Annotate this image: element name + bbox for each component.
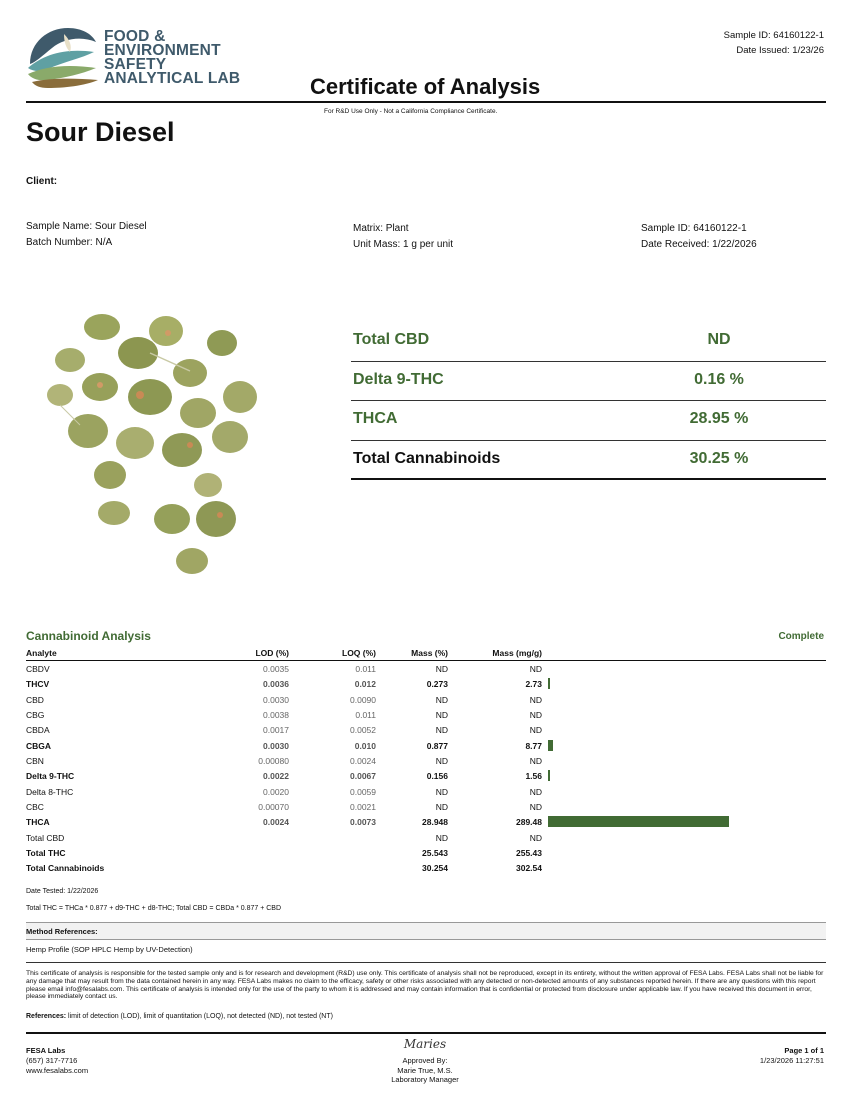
loq-cell: 0.0073 <box>350 817 376 828</box>
lab-logo-text <box>104 30 240 86</box>
method-heading: Method References: <box>26 922 826 940</box>
table-row <box>26 692 826 707</box>
header-sample-id: Sample ID: 64160122-1 <box>723 30 824 41</box>
approved-by-label: Approved By: <box>402 1056 448 1065</box>
lod-cell: 0.0024 <box>263 817 289 828</box>
references-text: limit of detection (LOD), limit of quantitation (LOQ), not detected (ND), not tested (NT) <box>66 1013 333 1020</box>
table-header <box>26 647 826 661</box>
column-header-lod: LOD (%) <box>255 648 289 658</box>
loq-cell: 0.011 <box>355 664 376 674</box>
mass-mg-cell: 289.48 <box>516 817 542 828</box>
mass-mg-cell: ND <box>529 664 542 674</box>
table-row <box>26 814 826 829</box>
lod-cell: 0.0038 <box>263 710 289 721</box>
mass-pct-cell: ND <box>435 756 448 767</box>
lod-cell: 0.0030 <box>263 740 289 751</box>
logo-line: FOOD & <box>104 28 166 45</box>
mass-pct-cell: ND <box>435 694 448 705</box>
footer-lab-contact <box>26 1046 88 1076</box>
logo-line: ENVIRONMENT <box>104 42 221 59</box>
column-header-mass-mg: Mass (mg/g) <box>492 648 542 658</box>
mass-mg-cell: ND <box>529 802 542 813</box>
page-title: Certificate of Analysis <box>310 74 541 99</box>
mass-bar <box>548 678 550 689</box>
info-column-ids <box>641 221 757 253</box>
analyte-cell: THCV <box>26 679 50 690</box>
analyte-cell: CBDA <box>26 725 50 736</box>
analyte-cell: CBD <box>26 694 44 705</box>
table-row <box>26 738 826 753</box>
loq-cell: 0.010 <box>354 740 376 751</box>
page-number: Page 1 of 1 <box>784 1046 824 1055</box>
mass-mg-cell: ND <box>529 710 542 721</box>
table-row <box>26 784 826 799</box>
footer-page-info <box>760 1046 824 1066</box>
cannabinoid-table <box>26 647 826 876</box>
loq-cell: 0.012 <box>354 679 376 690</box>
date-received: Date Received: 1/22/2026 <box>641 239 757 250</box>
loq-cell: 0.0090 <box>350 694 376 705</box>
loq-cell: 0.0024 <box>350 756 376 767</box>
loq-cell: 0.0052 <box>350 725 376 736</box>
header-date-issued: Date Issued: 1/23/26 <box>736 45 824 56</box>
summary-row-delta9-thc <box>351 362 826 402</box>
mass-pct-cell: ND <box>435 664 448 674</box>
approver-role: Laboratory Manager <box>391 1075 459 1084</box>
mass-mg-cell: ND <box>529 786 542 797</box>
loq-cell: 0.011 <box>355 710 376 721</box>
mass-pct-cell: 28.948 <box>422 817 448 828</box>
lod-cell: 0.0036 <box>263 679 289 690</box>
references-label: References: <box>26 1013 67 1020</box>
loq-cell: 0.0059 <box>350 786 376 797</box>
mass-bar <box>548 816 729 827</box>
analyte-cell: Total THC <box>26 848 66 859</box>
loq-cell: 0.0021 <box>350 802 376 813</box>
analyte-cell: Delta 8-THC <box>26 786 74 797</box>
product-name: Sour Diesel <box>26 117 175 147</box>
footer-phone: (657) 317-7716 <box>26 1056 78 1065</box>
mass-pct-cell: ND <box>435 832 448 843</box>
table-row <box>26 860 826 875</box>
summary-label: THCA <box>353 410 398 427</box>
mass-mg-cell: ND <box>529 694 542 705</box>
summary-value: 28.95 % <box>689 410 749 427</box>
mass-pct-cell: 0.273 <box>426 679 448 690</box>
table-row <box>26 661 826 676</box>
lod-cell: 0.00080 <box>258 756 289 767</box>
method-body: Hemp Profile (SOP HPLC Hemp by UV-Detection) <box>26 945 193 954</box>
info-column-matrix <box>353 221 453 253</box>
table-row <box>26 768 826 783</box>
table-row <box>26 799 826 814</box>
lab-logo <box>24 24 241 96</box>
mass-pct-cell: 25.543 <box>422 848 448 859</box>
footer-lab-name: FESA Labs <box>26 1046 66 1055</box>
column-header-analyte: Analyte <box>26 648 57 658</box>
table-row <box>26 676 826 691</box>
matrix: Matrix: Plant <box>353 223 409 234</box>
mass-mg-cell: 1.56 <box>525 771 542 782</box>
analyte-cell: Total Cannabinoids <box>26 863 105 874</box>
mass-mg-cell: 2.73 <box>525 679 542 690</box>
mass-pct-cell: 30.254 <box>422 863 448 874</box>
mass-pct-cell: ND <box>435 725 448 736</box>
table-row <box>26 722 826 737</box>
analyte-cell: Delta 9-THC <box>26 771 75 782</box>
header-meta <box>724 28 824 58</box>
mass-mg-cell: ND <box>529 756 542 767</box>
loq-cell: 0.0067 <box>350 771 376 782</box>
table-row <box>26 830 826 845</box>
lod-cell: 0.0030 <box>263 694 289 705</box>
potency-summary <box>351 322 826 480</box>
footer-approval <box>325 1037 525 1085</box>
lab-logo-mark <box>24 24 100 90</box>
summary-row-thca <box>351 401 826 441</box>
method-references <box>26 922 826 954</box>
mass-mg-cell: ND <box>529 725 542 736</box>
lod-cell: 0.00070 <box>258 802 289 813</box>
summary-label: Total Cannabinoids <box>353 449 501 467</box>
rnd-disclaimer: For R&D Use Only - Not a California Compliance Certificate. <box>324 108 498 115</box>
total-formula: Total THC = THCa * 0.877 + d9-THC + d8-THC; Total CBD = CBDa * 0.877 + CBD <box>26 905 282 912</box>
table-row <box>26 753 826 768</box>
footer-website: www.fesalabs.com <box>26 1066 89 1075</box>
batch-number: Batch Number: N/A <box>26 237 113 248</box>
summary-row-total-cannabinoids <box>351 441 826 481</box>
mass-pct-cell: 0.877 <box>426 740 448 751</box>
analyte-cell: CBDV <box>26 664 50 674</box>
table-row <box>26 707 826 722</box>
sample-name: Sample Name: Sour Diesel <box>26 221 147 232</box>
mass-bar <box>548 740 553 751</box>
analysis-status: Complete <box>778 631 824 642</box>
legal-disclaimer: This certificate of analysis is responsible for the tested sample only and is for research and development (R&D) use only. This certificate of analysis shall not be reproduced, except in its entirety, without the written approval of FESA Labs. FESA Labs shall not be liable for any damage that may result from the data contained herein in any way. FESA Labs makes no claim to the efficacy, safety or other risks associated with any detected or non-detected amounts of any substances reported herein. If there are any questions with this report please email info@fesalabs.com. This certificate of analysis is intended only for the use of the party to whom it is addressed and may contain information that is confidential or protected from disclosure under applicable law. If you have received this document in error, please immediately contact us. <box>26 970 824 1001</box>
mass-pct-cell: 0.156 <box>426 771 448 782</box>
mass-mg-cell: 8.77 <box>525 740 542 751</box>
footer-divider <box>26 1032 826 1034</box>
logo-line: SAFETY <box>104 56 167 73</box>
mass-pct-cell: ND <box>435 802 448 813</box>
summary-value: 30.25 % <box>689 449 749 467</box>
date-tested: Date Tested: 1/22/2026 <box>26 888 99 895</box>
cannabis-bud-cluster <box>47 314 257 574</box>
column-header-mass-pct: Mass (%) <box>411 648 448 658</box>
analyte-cell: CBN <box>26 756 44 767</box>
sample-id: Sample ID: 64160122-1 <box>641 223 747 234</box>
approver-name: Marie True, M.S. <box>397 1065 453 1075</box>
analyte-cell: CBGA <box>26 740 52 751</box>
mass-mg-cell: 302.54 <box>516 863 542 874</box>
mass-pct-cell: ND <box>435 710 448 721</box>
summary-label: Delta 9-THC <box>353 370 444 388</box>
logo-line: ANALYTICAL LAB <box>104 70 241 87</box>
analysis-title: Cannabinoid Analysis <box>26 629 151 643</box>
references <box>26 1013 333 1020</box>
mass-bar <box>548 770 550 781</box>
approver-signature: Maries <box>403 1037 447 1051</box>
analyte-cell: CBC <box>26 802 44 813</box>
mass-mg-cell: 255.43 <box>516 848 542 859</box>
lod-cell: 0.0035 <box>263 664 289 674</box>
analyte-cell: THCA <box>26 817 50 828</box>
summary-row-total-cbd <box>351 322 826 362</box>
header-divider <box>26 101 826 103</box>
summary-value: 0.16 % <box>694 370 744 388</box>
summary-label: Total CBD <box>353 331 430 348</box>
info-column-sample <box>26 219 147 251</box>
table-row <box>26 845 826 860</box>
product-photo <box>40 305 270 580</box>
column-header-loq: LOQ (%) <box>342 648 376 658</box>
mass-pct-cell: ND <box>435 786 448 797</box>
lod-cell: 0.0020 <box>263 786 289 797</box>
lod-cell: 0.0017 <box>263 725 289 736</box>
table-body <box>26 661 826 876</box>
legal-divider <box>26 962 826 963</box>
client-label: Client: <box>26 176 58 187</box>
analyte-cell: Total CBD <box>26 832 65 843</box>
mass-mg-cell: ND <box>529 832 542 843</box>
summary-value: ND <box>707 331 731 348</box>
footer-timestamp: 1/23/2026 11:27:51 <box>759 1056 824 1065</box>
analyte-cell: CBG <box>26 710 45 721</box>
lod-cell: 0.0022 <box>263 771 289 782</box>
unit-mass: Unit Mass: 1 g per unit <box>353 239 454 250</box>
